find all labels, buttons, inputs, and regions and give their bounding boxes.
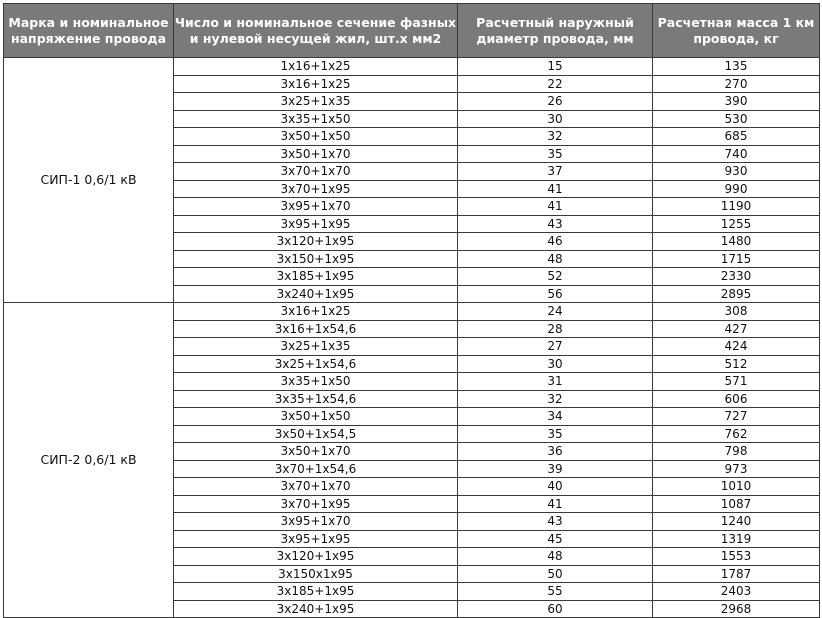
- header-row: [4, 4, 820, 58]
- mass-cell: 990: [653, 180, 820, 198]
- section-cell: 3x95+1x70: [174, 513, 458, 531]
- section-cell: 3x16+1x25: [174, 75, 458, 93]
- section-cell: 3x70+1x95: [174, 495, 458, 513]
- mass-cell: 571: [653, 373, 820, 391]
- section-cell: 3x16+1x54,6: [174, 320, 458, 338]
- diameter-cell: 35: [458, 145, 653, 163]
- diameter-cell: 48: [458, 548, 653, 566]
- mass-cell: 973: [653, 460, 820, 478]
- mass-cell: 2968: [653, 600, 820, 618]
- mass-cell: 512: [653, 355, 820, 373]
- brand-cell: СИП-1 0,6/1 кВ: [4, 58, 174, 303]
- diameter-cell: 27: [458, 338, 653, 356]
- table-row: [4, 58, 820, 76]
- section-cell: 3x35+1x50: [174, 110, 458, 128]
- mass-cell: 762: [653, 425, 820, 443]
- diameter-cell: 15: [458, 58, 653, 76]
- section-cell: 3x70+1x95: [174, 180, 458, 198]
- diameter-cell: 22: [458, 75, 653, 93]
- mass-cell: 1190: [653, 198, 820, 216]
- section-cell: 3x150+1x95: [174, 250, 458, 268]
- section-cell: 3x50+1x70: [174, 443, 458, 461]
- diameter-cell: 34: [458, 408, 653, 426]
- section-cell: 3x35+1x50: [174, 373, 458, 391]
- diameter-cell: 48: [458, 250, 653, 268]
- mass-cell: 2403: [653, 583, 820, 601]
- diameter-cell: 52: [458, 268, 653, 286]
- section-cell: 3x120+1x95: [174, 233, 458, 251]
- mass-cell: 1480: [653, 233, 820, 251]
- mass-cell: 2895: [653, 285, 820, 303]
- section-cell: 3x50+1x70: [174, 145, 458, 163]
- mass-cell: 2330: [653, 268, 820, 286]
- diameter-cell: 45: [458, 530, 653, 548]
- diameter-cell: 30: [458, 110, 653, 128]
- section-cell: 3x35+1x54,6: [174, 390, 458, 408]
- mass-cell: 1787: [653, 565, 820, 583]
- mass-cell: 1087: [653, 495, 820, 513]
- diameter-cell: 39: [458, 460, 653, 478]
- section-cell: 1x16+1x25: [174, 58, 458, 76]
- section-cell: 3x50+1x54,5: [174, 425, 458, 443]
- mass-cell: 930: [653, 163, 820, 181]
- diameter-cell: 41: [458, 198, 653, 216]
- section-cell: 3x25+1x35: [174, 93, 458, 111]
- section-cell: 3x185+1x95: [174, 268, 458, 286]
- mass-cell: 727: [653, 408, 820, 426]
- header-brand: Марка и номинальное напряжение провода: [4, 4, 174, 58]
- diameter-cell: 60: [458, 600, 653, 618]
- section-cell: 3x240+1x95: [174, 285, 458, 303]
- mass-cell: 530: [653, 110, 820, 128]
- diameter-cell: 50: [458, 565, 653, 583]
- diameter-cell: 30: [458, 355, 653, 373]
- section-cell: 3x95+1x95: [174, 530, 458, 548]
- brand-cell: СИП-2 0,6/1 кВ: [4, 303, 174, 618]
- header-mass: Расчетная масса 1 км провода, кг: [653, 4, 820, 58]
- section-cell: 3x185+1x95: [174, 583, 458, 601]
- mass-cell: 740: [653, 145, 820, 163]
- header-section: Число и номинальное сечение фазных и нулевой несущей жил, шт.х мм2: [174, 4, 458, 58]
- diameter-cell: 26: [458, 93, 653, 111]
- section-cell: 3x95+1x95: [174, 215, 458, 233]
- section-cell: 3x95+1x70: [174, 198, 458, 216]
- mass-cell: 424: [653, 338, 820, 356]
- diameter-cell: 46: [458, 233, 653, 251]
- diameter-cell: 56: [458, 285, 653, 303]
- section-cell: 3x70+1x70: [174, 478, 458, 496]
- section-cell: 3x240+1x95: [174, 600, 458, 618]
- section-cell: 3x150x1x95: [174, 565, 458, 583]
- diameter-cell: 40: [458, 478, 653, 496]
- diameter-cell: 36: [458, 443, 653, 461]
- diameter-cell: 31: [458, 373, 653, 391]
- section-cell: 3x120+1x95: [174, 548, 458, 566]
- diameter-cell: 41: [458, 180, 653, 198]
- table-body: [4, 58, 820, 618]
- table-row: [4, 303, 820, 321]
- section-cell: 3x16+1x25: [174, 303, 458, 321]
- mass-cell: 1715: [653, 250, 820, 268]
- mass-cell: 1010: [653, 478, 820, 496]
- mass-cell: 685: [653, 128, 820, 146]
- diameter-cell: 24: [458, 303, 653, 321]
- diameter-cell: 43: [458, 513, 653, 531]
- diameter-cell: 41: [458, 495, 653, 513]
- section-cell: 3x25+1x54,6: [174, 355, 458, 373]
- section-cell: 3x70+1x70: [174, 163, 458, 181]
- diameter-cell: 55: [458, 583, 653, 601]
- cable-spec-table: [3, 3, 820, 618]
- diameter-cell: 32: [458, 128, 653, 146]
- section-cell: 3x50+1x50: [174, 128, 458, 146]
- diameter-cell: 43: [458, 215, 653, 233]
- header-diameter: Расчетный наружный диаметр провода, мм: [458, 4, 653, 58]
- mass-cell: 1553: [653, 548, 820, 566]
- mass-cell: 1319: [653, 530, 820, 548]
- mass-cell: 1255: [653, 215, 820, 233]
- mass-cell: 270: [653, 75, 820, 93]
- mass-cell: 308: [653, 303, 820, 321]
- mass-cell: 427: [653, 320, 820, 338]
- diameter-cell: 28: [458, 320, 653, 338]
- mass-cell: 606: [653, 390, 820, 408]
- mass-cell: 135: [653, 58, 820, 76]
- section-cell: 3x70+1x54,6: [174, 460, 458, 478]
- diameter-cell: 35: [458, 425, 653, 443]
- diameter-cell: 37: [458, 163, 653, 181]
- section-cell: 3x50+1x50: [174, 408, 458, 426]
- mass-cell: 798: [653, 443, 820, 461]
- section-cell: 3x25+1x35: [174, 338, 458, 356]
- mass-cell: 1240: [653, 513, 820, 531]
- diameter-cell: 32: [458, 390, 653, 408]
- mass-cell: 390: [653, 93, 820, 111]
